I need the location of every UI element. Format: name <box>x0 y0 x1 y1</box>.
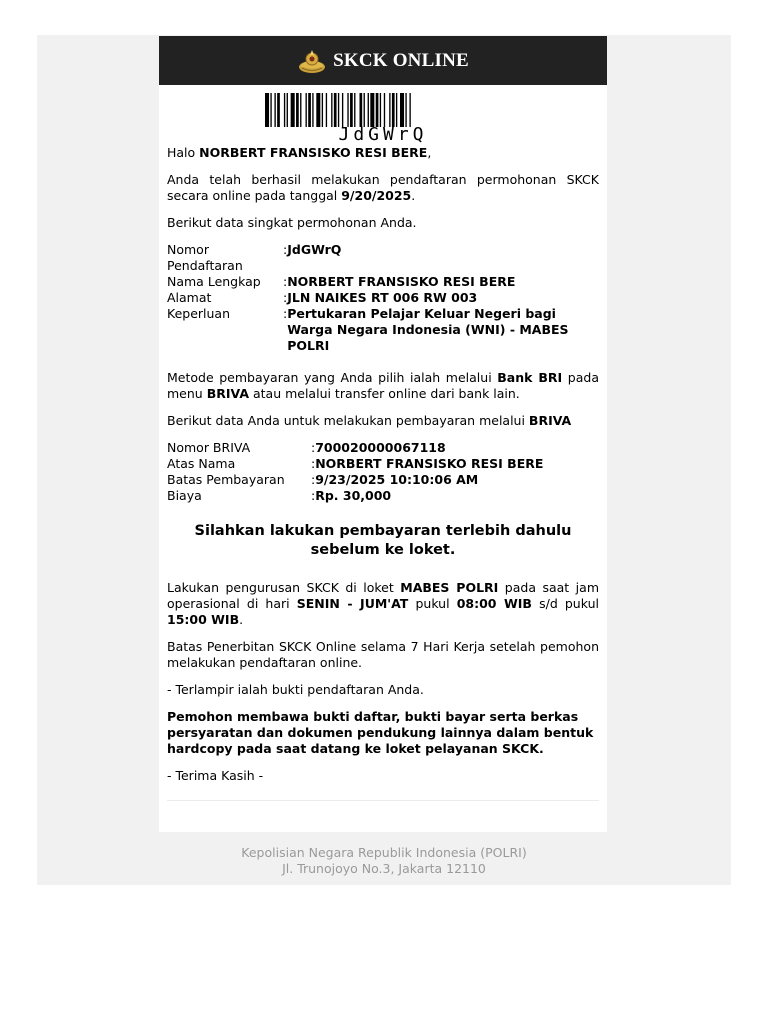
footer-address: Jl. Trunojoyo No.3, Jakarta 12110 <box>282 861 486 876</box>
barcode-bar <box>389 93 390 127</box>
table-row: Nomor Pendaftaran : JdGWrQ <box>167 242 599 274</box>
bring-documents-note: Pemohon membawa bukti daftar, bukti bayar serta berkas persyaratan dan dokumen pendukung lainnya dalam bentuk hardcopy pada saat datang ke loket pelayanan SKCK. <box>167 709 594 756</box>
payment-method-paragraph: Metode pembayaran yang Anda pilih ialah melalui Bank BRI pada menu BRIVA atau melalui transfer online dari bank lain. <box>167 370 599 401</box>
barcode-bar <box>300 93 301 127</box>
summary-intro: Berikut data singkat permohonan Anda. <box>167 215 417 230</box>
barcode-bar <box>360 93 363 127</box>
barcode-bar <box>306 93 307 127</box>
divider <box>167 800 599 801</box>
barcode-bar <box>376 93 379 127</box>
barcode-bar <box>342 93 343 127</box>
table-row: Batas Pembayaran : 9/23/2025 10:10:06 AM <box>167 472 543 488</box>
barcode-bar <box>270 93 271 127</box>
barcode-bar <box>396 93 397 127</box>
barcode-bar <box>368 93 369 127</box>
barcode-bar <box>312 93 313 127</box>
barcode-bar <box>277 93 280 127</box>
barcode-bar <box>409 93 410 127</box>
barcode-bar <box>405 93 406 127</box>
barcode-bar <box>265 93 269 127</box>
barcode-block <box>159 93 607 145</box>
barcode-bar <box>322 93 323 127</box>
payment-table <box>167 440 543 504</box>
barcode-bar <box>347 93 348 127</box>
applicant-name: NORBERT FRANSISKO RESI BERE <box>199 145 428 160</box>
address: JLN NAIKES RT 006 RW 003 <box>287 290 478 305</box>
processing-paragraph: Lakukan pengurusan SKCK di loket MABES POLRI pada saat jam operasional di hari SENIN - JUM'AT pukul 08:00 WIB s/d pukul 15:00 WIB. <box>167 580 599 627</box>
barcode-bar <box>291 93 295 127</box>
email-header <box>159 36 607 85</box>
thanks-note: - Terima Kasih - <box>167 768 264 783</box>
email-content <box>159 145 607 801</box>
barcode-bar <box>331 93 332 127</box>
table-row: Keperluan : Pertukaran Pelajar Keluar Negeri bagi Warga Negara Indonesia (WNI) - MABES POLRI <box>167 306 599 354</box>
barcode-bar <box>287 93 288 127</box>
polri-emblem-icon <box>297 46 327 76</box>
barcode-bar <box>326 93 327 127</box>
barcode-code: JdGWrQ <box>338 124 428 145</box>
registration-date: 9/20/2025 <box>341 188 412 203</box>
skck-logo <box>297 46 469 76</box>
footer-org: Kepolisian Negara Republik Indonesia (POLRI) <box>241 845 527 860</box>
briva-number: 700020000067118 <box>315 440 446 455</box>
barcode-bar <box>308 93 311 127</box>
full-name: NORBERT FRANSISKO RESI BERE <box>287 274 516 289</box>
fee: Rp. 30,000 <box>315 488 392 503</box>
table-row: Atas Nama : NORBERT FRANSISKO RESI BERE <box>167 456 544 471</box>
payment-deadline: 9/23/2025 10:10:06 AM <box>315 472 479 487</box>
barcode-bar <box>284 93 285 127</box>
account-name: NORBERT FRANSISKO RESI BERE <box>315 456 544 471</box>
registration-number: JdGWrQ <box>287 242 342 257</box>
table-row: Biaya : Rp. 30,000 <box>167 488 543 504</box>
barcode-bar <box>370 93 374 127</box>
barcode-bar <box>384 93 385 127</box>
barcode-image <box>263 93 503 127</box>
barcode-bar <box>316 93 320 127</box>
barcode-bar <box>364 93 365 127</box>
barcode-bar <box>354 93 355 127</box>
email-footer <box>37 845 731 877</box>
barcode-bar <box>334 93 337 127</box>
barcode-bar <box>274 93 275 127</box>
barcode-bar <box>338 93 339 127</box>
intro-paragraph: Anda telah berhasil melakukan pendaftaran permohonan SKCK secara online pada tanggal 9/20/2025. <box>167 172 599 203</box>
table-row: Nama Lengkap : NORBERT FRANSISKO RESI BERE <box>167 274 599 290</box>
table-row: Alamat : JLN NAIKES RT 006 RW 003 <box>167 290 599 306</box>
email-background <box>37 35 731 885</box>
barcode-bar <box>296 93 299 127</box>
greeting: Halo NORBERT FRANSISKO RESI BERE, <box>167 145 432 160</box>
logo-text: SKCK ONLINE <box>333 49 469 71</box>
table-row: Nomor BRIVA : 700020000067118 <box>167 440 543 456</box>
email-card <box>159 36 607 832</box>
barcode-bar <box>350 93 353 127</box>
attachment-note: - Terlampir ialah bukti pendaftaran Anda. <box>167 682 424 697</box>
barcode-bar <box>392 93 395 127</box>
deadline-paragraph: Batas Penerbitan SKCK Online selama 7 Hari Kerja setelah pemohon melakukan pendaftaran online. <box>167 639 599 670</box>
barcode-bar <box>400 93 404 127</box>
barcode-bar <box>380 93 381 127</box>
registration-table <box>167 242 599 354</box>
purpose: Pertukaran Pelajar Keluar Negeri bagi Warga Negara Indonesia (WNI) - MABES POLRI <box>287 306 569 353</box>
payment-intro: Berikut data Anda untuk melakukan pembayaran melalui BRIVA <box>167 413 572 428</box>
payment-notice: Silahkan lakukan pembayaran terlebih dahulu sebelum ke loket. <box>194 523 572 558</box>
